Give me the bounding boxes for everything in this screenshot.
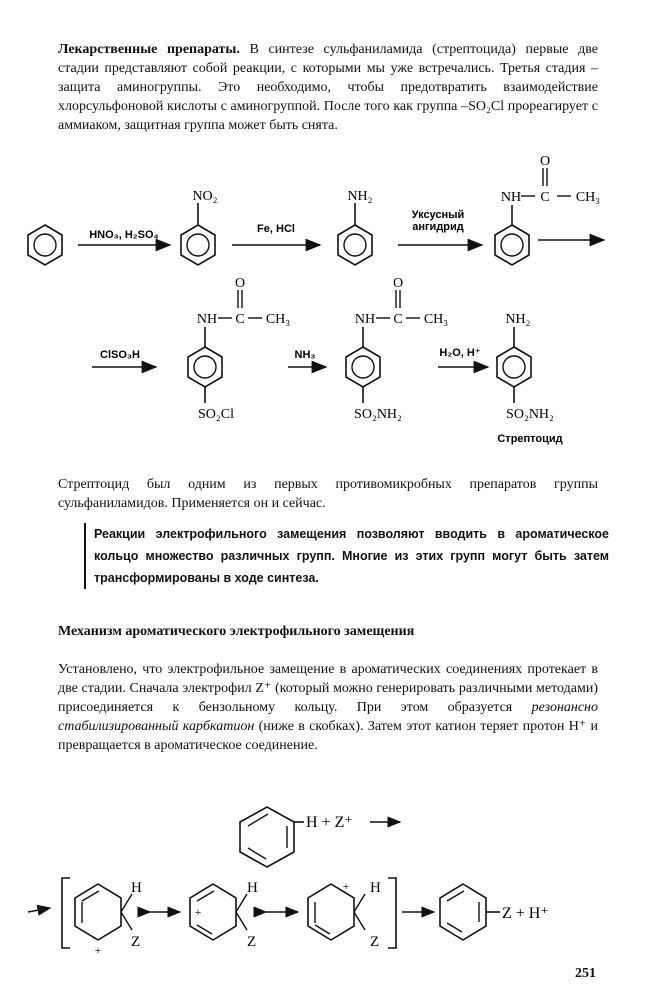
label-so2nh2-2: SO₂NH₂ <box>506 407 554 422</box>
sulfanilamide-ring <box>497 327 531 403</box>
reagent-chlorosulfonation: ClSO₃H <box>100 349 140 361</box>
label-ch3-acetanilide: CH₃ <box>575 190 601 205</box>
label-nh-3: NH <box>354 312 376 327</box>
highlight-box: Реакции электрофильного замещения позволяют вводить в ароматическое кольцо множество различных групп. Многие из этих групп могут быть затем трансформированы в ходе синтеза. <box>84 523 609 589</box>
cation1-z: Z <box>131 934 141 950</box>
arrow-mechanism-in <box>28 908 50 912</box>
sigma-complex-3 <box>308 884 365 940</box>
label-so2cl: SO₂Cl <box>197 407 235 422</box>
page-number: 251 <box>575 966 596 981</box>
label-so2nh2-1: SO₂NH₂ <box>354 407 402 422</box>
product-formula: Z + H⁺ <box>502 905 549 922</box>
cation3-z: Z <box>370 934 380 950</box>
section-heading: Механизм ароматического электрофильного замещения <box>58 624 415 639</box>
reagent-amination: NH₃ <box>294 349 316 361</box>
intro-text: В синтезе сульфаниламида (стрептоцида) первые две стадии представляют собой реакции, с которыми мы уже встречались. Третья стадия – защита аминогруппы. Это необходимо, чтобы предотвратить взаимодействие хлорсульфоновой кислоты с аминогруппой. После того как группа –SO₂Cl прореагирует с аммиаком, защитная группа может быть снята. <box>58 42 598 133</box>
cation3-plus: + <box>342 879 350 893</box>
cation2-h: H <box>247 880 258 896</box>
label-nh-2: NH <box>196 312 218 327</box>
reagent-acetylation-2: ангидрид <box>412 221 464 233</box>
reagent-reduction: Fe, HCl <box>257 223 295 235</box>
sulfonamide-acetyl-ring <box>346 290 420 403</box>
label-ch3-2: CH₃ <box>265 312 291 327</box>
streptocide-text: Стрептоцид был одним из первых противомикробных препаратов группы сульфаниламидов. Применяется он и сейчас. <box>58 477 598 511</box>
cation3-h: H <box>370 880 381 896</box>
cation1-plus: + <box>94 943 102 957</box>
reagent-acetylation-1: Уксусный <box>411 209 465 221</box>
mechanism-text-2: (ниже в скобках). Затем этот катион теряет протон H⁺ и превращается в ароматическое соединение. <box>58 719 598 753</box>
label-nh2-product: NH₂ <box>505 312 531 327</box>
streptocide-paragraph <box>58 475 598 513</box>
sigma-complex-1 <box>75 884 132 940</box>
reagent-hydrolysis: H₂O, H⁺ <box>439 347 481 359</box>
label-no2: NO₂ <box>192 189 218 204</box>
bracket-right <box>388 878 396 948</box>
reagent-nitration: HNO₃, H₂SO₄ <box>89 229 159 241</box>
aniline-ring <box>338 203 372 265</box>
label-o-3: O <box>392 276 404 291</box>
cation2-plus: + <box>194 905 202 919</box>
mechanism-paragraph <box>58 660 598 755</box>
benzene-ring-mechanism <box>240 807 304 867</box>
nitrobenzene-ring <box>181 203 215 265</box>
label-c-acetanilide: C <box>540 190 550 205</box>
sulfonyl-chloride-ring <box>188 290 262 403</box>
label-c-2: C <box>235 312 245 327</box>
benzene-ring-1 <box>28 225 62 265</box>
label-nh-acetanilide: NH <box>500 190 522 205</box>
bracket-left <box>62 878 70 948</box>
label-ch3-3: CH₃ <box>423 312 449 327</box>
product-name: Стрептоцид <box>497 433 563 445</box>
cation1-h: H <box>131 880 142 896</box>
cation2-z: Z <box>247 934 257 950</box>
acetanilide-ring <box>495 168 571 265</box>
substituted-benzene <box>440 884 500 940</box>
sulfanilamide-synthesis-scheme <box>0 150 657 450</box>
label-o-2: O <box>234 276 246 291</box>
mechanism-text-italic: резонансно стабилизированный карбкатион <box>58 700 598 734</box>
mechanism-text-1: Установлено, что электрофильное замещение в ароматических соединениях протекает в две стадии. Сначала электрофил Z⁺ (который можно генерировать различными методами) присоединяется к бензольному кольцу. При этом образуется <box>58 662 598 715</box>
equation-1: H + Z⁺ <box>306 814 353 831</box>
intro-paragraph <box>58 40 598 135</box>
intro-lead: Лекарственные препараты. <box>58 42 240 57</box>
label-nh2-aniline: NH₂ <box>347 189 373 204</box>
label-o-acetanilide: O <box>539 154 551 169</box>
label-c-3: C <box>393 312 403 327</box>
mechanism-scheme <box>0 790 657 960</box>
